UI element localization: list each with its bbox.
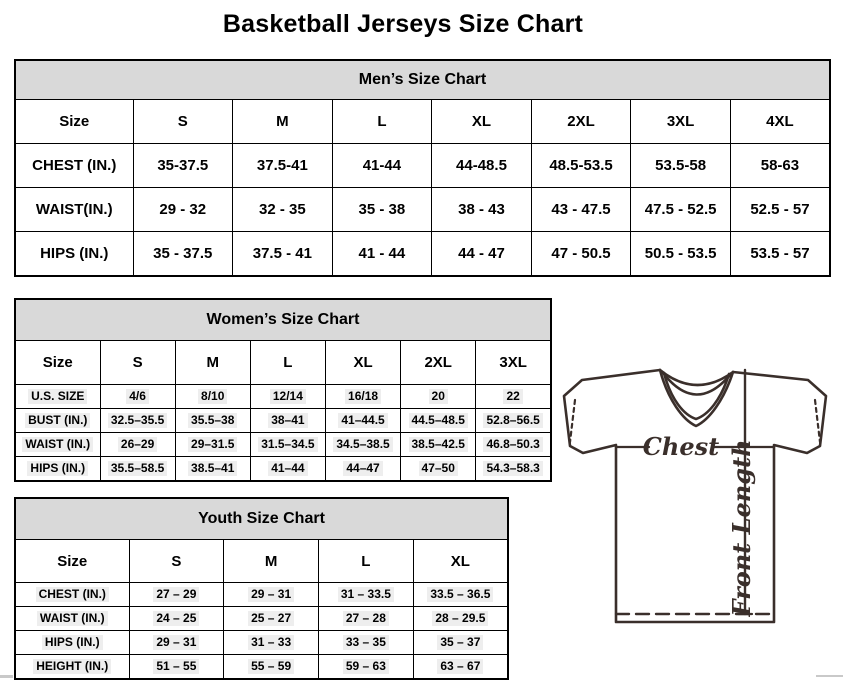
highlighted-text: 51 – 55 (153, 659, 199, 673)
highlighted-text: HIPS (IN.) (42, 635, 103, 649)
highlighted-text: 32.5–35.5 (108, 413, 167, 427)
youth-table-row (15, 583, 508, 607)
youth-size-value (413, 631, 508, 655)
youth-col-header-m: M (224, 540, 319, 583)
womens-size-value (175, 433, 250, 457)
womens-size-value (401, 433, 476, 457)
youth-table-title: Youth Size Chart (15, 498, 508, 540)
youth-size-value (413, 655, 508, 680)
womens-size-value (401, 409, 476, 433)
highlighted-text: HIPS (IN.) (27, 461, 88, 475)
highlighted-text: 34.5–38.5 (333, 437, 392, 451)
womens-row-label (15, 433, 100, 457)
youth-size-table (14, 497, 509, 680)
mens-size-value: 43 - 47.5 (531, 188, 631, 232)
youth-table-row (15, 655, 508, 680)
highlighted-text: 35 – 37 (437, 635, 483, 649)
highlighted-text: 41–44.5 (338, 413, 387, 427)
womens-table-row (15, 433, 551, 457)
womens-size-value (401, 385, 476, 409)
youth-size-value (319, 583, 414, 607)
left-sleeve-dash (570, 400, 575, 442)
youth-col-header-l: L (319, 540, 414, 583)
mens-col-header-4xl: 4XL (730, 100, 830, 144)
highlighted-text: 33 – 35 (343, 635, 389, 649)
highlighted-text: HEIGHT (IN.) (33, 659, 111, 673)
mens-size-table (14, 59, 831, 277)
youth-table-row (15, 631, 508, 655)
highlighted-text: 31.5–34.5 (258, 437, 317, 451)
highlighted-text: BUST (IN.) (25, 413, 90, 427)
mens-table-row (15, 188, 830, 232)
youth-row-label (15, 607, 129, 631)
highlighted-text: CHEST (IN.) (36, 587, 109, 601)
mens-size-value: 47.5 - 52.5 (631, 188, 731, 232)
womens-col-header-2xl: 2XL (401, 341, 476, 385)
scrollbar-artifact-left (0, 675, 13, 678)
mens-size-value: 37.5 - 41 (233, 232, 333, 277)
youth-size-value (224, 607, 319, 631)
mens-size-value: 37.5-41 (233, 144, 333, 188)
womens-size-value (175, 385, 250, 409)
womens-size-value (250, 385, 325, 409)
womens-size-value (100, 433, 175, 457)
mens-table-row (15, 232, 830, 277)
youth-row-label (15, 655, 129, 680)
jersey-diagram (552, 358, 836, 626)
highlighted-text: 31 – 33 (248, 635, 294, 649)
highlighted-text: 16/18 (345, 389, 381, 403)
mens-size-value: 48.5-53.5 (531, 144, 631, 188)
mens-size-value: 47 - 50.5 (531, 232, 631, 277)
womens-size-value (250, 409, 325, 433)
highlighted-text: 63 – 67 (437, 659, 483, 673)
mens-row-label: WAIST(IN.) (15, 188, 133, 232)
mens-table-row (15, 144, 830, 188)
womens-size-table (14, 298, 552, 482)
mens-col-header-3xl: 3XL (631, 100, 731, 144)
highlighted-text: 52.8–56.5 (483, 413, 542, 427)
highlighted-text: 35.5–38 (188, 413, 237, 427)
youth-size-value (224, 655, 319, 680)
mens-col-header-m: M (233, 100, 333, 144)
highlighted-text: 33.5 – 36.5 (427, 587, 493, 601)
womens-table-row (15, 409, 551, 433)
mens-size-value: 38 - 43 (432, 188, 532, 232)
womens-size-value (250, 433, 325, 457)
highlighted-text: 25 – 27 (248, 611, 294, 625)
womens-table-row (15, 385, 551, 409)
womens-size-value (100, 409, 175, 433)
highlighted-text: 12/14 (270, 389, 306, 403)
youth-size-value (129, 655, 224, 680)
womens-col-header-3xl: 3XL (476, 341, 551, 385)
mens-size-value: 35-37.5 (133, 144, 233, 188)
womens-size-value (325, 385, 400, 409)
highlighted-text: 8/10 (198, 389, 227, 403)
highlighted-text: 38–41 (268, 413, 307, 427)
mens-row-label: CHEST (IN.) (15, 144, 133, 188)
youth-col-header-size: Size (15, 540, 129, 583)
youth-size-value (224, 583, 319, 607)
womens-size-value (325, 433, 400, 457)
mens-size-value: 44-48.5 (432, 144, 532, 188)
womens-col-header-s: S (100, 341, 175, 385)
mens-size-value: 52.5 - 57 (730, 188, 830, 232)
highlighted-text: 4/6 (126, 389, 149, 403)
youth-size-value (129, 607, 224, 631)
right-sleeve-dash (815, 400, 820, 442)
chest-label: Chest (642, 432, 720, 461)
highlighted-text: 54.3–58.3 (483, 461, 542, 475)
youth-size-value (413, 583, 508, 607)
womens-size-value (100, 457, 175, 482)
highlighted-text: 27 – 28 (343, 611, 389, 625)
womens-table-row (15, 457, 551, 482)
womens-row-label (15, 409, 100, 433)
womens-table-title: Women’s Size Chart (15, 299, 551, 341)
jersey-outline (564, 370, 826, 622)
highlighted-text: 35.5–58.5 (108, 461, 167, 475)
highlighted-text: 29–31.5 (188, 437, 237, 451)
highlighted-text: 27 – 29 (153, 587, 199, 601)
youth-size-value (319, 631, 414, 655)
highlighted-text: 31 – 33.5 (338, 587, 394, 601)
youth-col-header-xl: XL (413, 540, 508, 583)
highlighted-text: 28 – 29.5 (432, 611, 488, 625)
womens-size-value (476, 385, 551, 409)
mens-size-value: 50.5 - 53.5 (631, 232, 731, 277)
mens-size-value: 44 - 47 (432, 232, 532, 277)
mens-size-value: 32 - 35 (233, 188, 333, 232)
youth-size-value (224, 631, 319, 655)
mens-row-label: HIPS (IN.) (15, 232, 133, 277)
womens-size-value (476, 409, 551, 433)
womens-size-value (325, 409, 400, 433)
mens-size-value: 35 - 38 (332, 188, 432, 232)
highlighted-text: WAIST (IN.) (37, 611, 108, 625)
highlighted-text: 44.5–48.5 (409, 413, 468, 427)
highlighted-text: 26–29 (118, 437, 157, 451)
highlighted-text: 44–47 (343, 461, 382, 475)
mens-size-value: 53.5 - 57 (730, 232, 830, 277)
page-title: Basketball Jerseys Size Chart (222, 10, 584, 38)
womens-row-label (15, 385, 100, 409)
youth-col-header-s: S (129, 540, 224, 583)
mens-col-header-xl: XL (432, 100, 532, 144)
highlighted-text: 55 – 59 (248, 659, 294, 673)
highlighted-text: 24 – 25 (153, 611, 199, 625)
womens-size-value (175, 409, 250, 433)
womens-size-value (476, 457, 551, 482)
youth-size-value (413, 607, 508, 631)
highlighted-text: WAIST (IN.) (22, 437, 93, 451)
highlighted-text: 46.8–50.3 (483, 437, 542, 451)
youth-size-value (319, 655, 414, 680)
front-length-label: Front Length (727, 439, 756, 617)
highlighted-text: 38.5–41 (188, 461, 237, 475)
youth-table-row (15, 607, 508, 631)
mens-size-value: 29 - 32 (133, 188, 233, 232)
highlighted-text: 20 (429, 389, 448, 403)
mens-table-title: Men’s Size Chart (15, 60, 830, 100)
mens-size-value: 53.5-58 (631, 144, 731, 188)
womens-col-header-size: Size (15, 341, 100, 385)
mens-size-value: 41-44 (332, 144, 432, 188)
youth-size-value (129, 631, 224, 655)
womens-col-header-xl: XL (325, 341, 400, 385)
mens-col-header-l: L (332, 100, 432, 144)
womens-col-header-l: L (250, 341, 325, 385)
womens-row-label (15, 457, 100, 482)
womens-col-header-m: M (175, 341, 250, 385)
highlighted-text: 29 – 31 (153, 635, 199, 649)
mens-size-value: 58-63 (730, 144, 830, 188)
womens-size-value (250, 457, 325, 482)
womens-size-value (325, 457, 400, 482)
youth-row-label (15, 583, 129, 607)
scrollbar-artifact-right (816, 675, 843, 677)
highlighted-text: 29 – 31 (248, 587, 294, 601)
mens-size-value: 41 - 44 (332, 232, 432, 277)
highlighted-text: 38.5–42.5 (409, 437, 468, 451)
mens-size-value: 35 - 37.5 (133, 232, 233, 277)
highlighted-text: 22 (503, 389, 522, 403)
highlighted-text: 59 – 63 (343, 659, 389, 673)
youth-size-value (319, 607, 414, 631)
womens-size-value (401, 457, 476, 482)
youth-row-label (15, 631, 129, 655)
highlighted-text: 47–50 (419, 461, 458, 475)
highlighted-text: 41–44 (268, 461, 307, 475)
youth-size-value (129, 583, 224, 607)
womens-size-value (476, 433, 551, 457)
womens-size-value (175, 457, 250, 482)
womens-size-value (100, 385, 175, 409)
mens-col-header-2xl: 2XL (531, 100, 631, 144)
mens-col-header-s: S (133, 100, 233, 144)
highlighted-text: U.S. SIZE (28, 389, 87, 403)
mens-col-header-size: Size (15, 100, 133, 144)
